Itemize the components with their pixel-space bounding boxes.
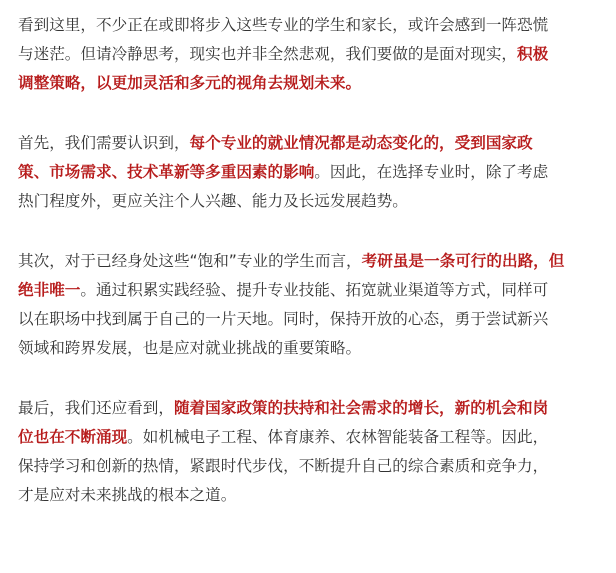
body-text: 最后，我们还应看到， <box>18 399 174 417</box>
text-line <box>18 305 606 334</box>
body-text: 领域和跨界发展，也是应对就业挑战的重要策略。 <box>18 339 362 357</box>
paragraph-gap <box>18 363 606 394</box>
paragraph-gap <box>18 98 606 129</box>
article-paragraph <box>18 394 606 510</box>
body-text: 。如机械电子工程、体育康养、农林智能装备工程等。因此， <box>127 428 549 446</box>
text-line <box>18 247 606 276</box>
body-text: 其次，对于已经身处这些“饱和”专业的学生而言， <box>18 252 362 270</box>
text-line <box>18 481 606 510</box>
text-line <box>18 423 606 452</box>
text-line <box>18 40 606 69</box>
article-paragraph <box>18 129 606 216</box>
text-line <box>18 158 606 187</box>
body-text: 与迷茫。但请冷静思考，现实也并非全然悲观，我们要做的是面对现实， <box>18 45 518 63</box>
text-line <box>18 452 606 481</box>
paragraph-gap <box>18 216 606 247</box>
emphasized-text: 绝非唯一 <box>18 281 81 299</box>
emphasized-text: 考研虽是一条可行的出路，但 <box>361 252 565 270</box>
emphasized-text: 随着国家政策的扶持和社会需求的增长，新的机会和岗 <box>173 399 549 417</box>
text-line <box>18 69 606 98</box>
body-text: 首先，我们需要认识到， <box>18 134 190 152</box>
body-text: 。通过积累实践经验、提升专业技能、拓宽就业渠道等方式，同样可 <box>80 281 549 299</box>
text-line <box>18 187 606 216</box>
text-line <box>18 276 606 305</box>
article-paragraph <box>18 11 606 98</box>
body-text: 看到这里，不少正在或即将步入这些专业的学生和家长，或许会感到一阵恐慌 <box>18 16 549 34</box>
text-line <box>18 11 606 40</box>
text-line <box>18 129 606 158</box>
article-body <box>18 11 606 510</box>
emphasized-text: 位也在不断涌现 <box>18 428 128 446</box>
emphasized-text: 每个专业的就业情况都是动态变化的，受到国家政 <box>189 134 533 152</box>
text-line <box>18 334 606 363</box>
emphasized-text: 策、市场需求、技术革新等多重因素的影响 <box>18 163 315 181</box>
article-paragraph <box>18 247 606 363</box>
emphasized-text: 积极 <box>517 45 549 63</box>
body-text: 才是应对未来挑战的根本之道。 <box>18 486 237 504</box>
body-text: 热门程度外，更应关注个人兴趣、能力及长远发展趋势。 <box>18 192 408 210</box>
emphasized-text: 调整策略，以更加灵活和多元的视角去规划未来。 <box>18 74 362 92</box>
body-text: 以在职场中找到属于自己的一片天地。同时，保持开放的心态，勇于尝试新兴 <box>18 310 549 328</box>
text-line <box>18 394 606 423</box>
body-text: 保持学习和创新的热情，紧跟时代步伐，不断提升自己的综合素质和竞争力， <box>18 457 549 475</box>
body-text: 。因此，在选择专业时，除了考虑 <box>314 163 549 181</box>
